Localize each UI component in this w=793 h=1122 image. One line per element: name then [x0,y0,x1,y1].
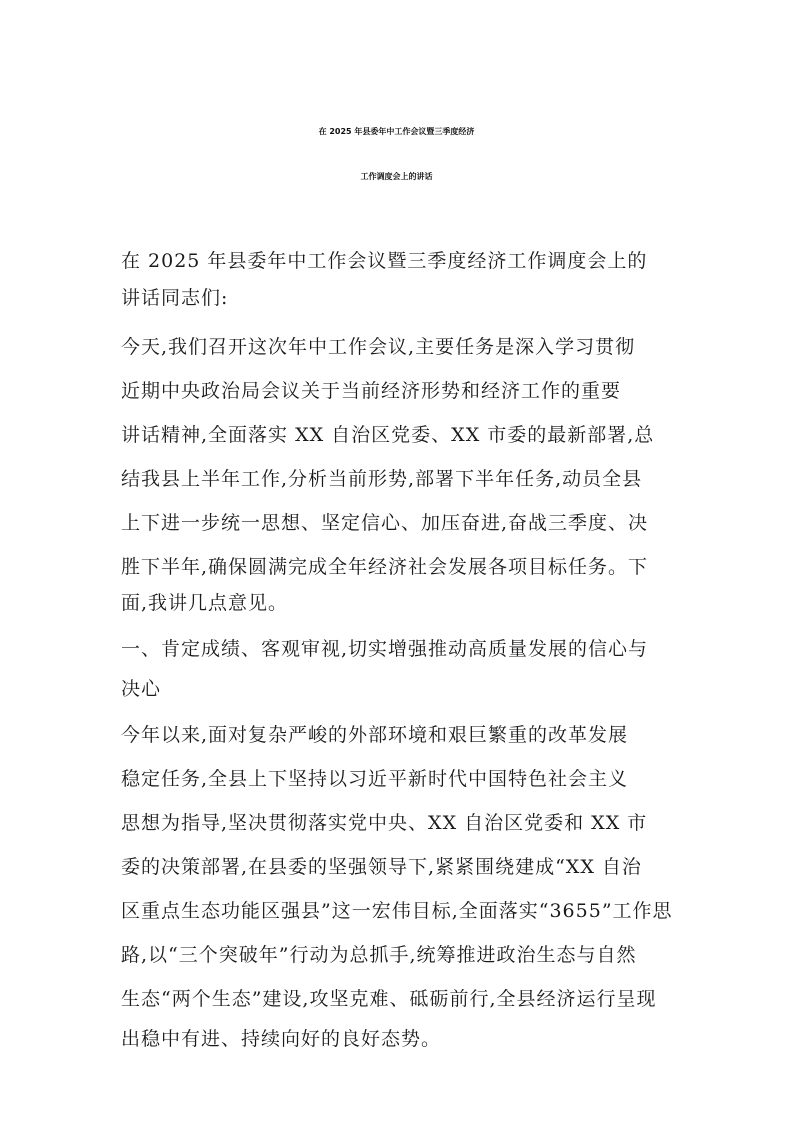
body-line: 生态“两个生态”建设,攻坚克难、砥砺前行,全县经济运行呈现 [121,988,657,1010]
body-line: 稳定任务,全县上下坚持以习近平新时代中国特色社会主义 [121,768,629,790]
body-line: 讲话精神,全面落实 XX 自治区党委、XX 市委的最新部署,总 [121,424,655,446]
document-title-line-1: 在 2025 年县委年中工作会议暨三季度经济 [318,127,475,136]
body-line: 今年以来,面对复杂严峻的外部环境和艰巨繁重的改革发展 [121,724,629,746]
body-line: 区重点生态功能区强县”这一宏伟目标,全面落实“3655”工作思 [121,900,673,922]
body-line: 委的决策部署,在县委的坚强领导下,紧紧围绕建成“XX 自治 [121,856,642,878]
body-line: 今天,我们召开这次年中工作会议,主要任务是深入学习贯彻 [121,336,636,358]
body-line: 出稳中有进、持续向好的良好态势。 [121,1028,442,1050]
body-line: 胜下半年,确保圆满完成全年经济社会发展各项目标任务。下 [121,556,649,578]
body-line: 讲话同志们: [121,287,229,309]
body-line: 在 2025 年县委年中工作会议暨三季度经济工作调度会上的 [121,250,648,272]
body-line: 结我县上半年工作,分析当前形势,部署下半年任务,动员全县 [121,468,643,490]
document-title-line-2: 工作调度会上的讲话 [360,172,433,181]
section-heading-line: 决心 [121,678,162,700]
body-line: 面,我讲几点意见。 [121,592,289,614]
body-line: 路,以“三个突破年”行动为总抓手,统筹推进政治生态与自然 [121,944,637,966]
body-line: 上下进一步统一思想、坚定信心、加压奋进,奋战三季度、决 [121,512,649,534]
body-line: 思想为指导,坚决贯彻落实党中央、XX 自治区党委和 XX 市 [121,812,648,834]
section-heading-line: 一、肯定成绩、客观审视,切实增强推动高质量发展的信心与 [121,638,649,660]
body-line: 近期中央政治局会议关于当前经济形势和经济工作的重要 [121,380,622,402]
